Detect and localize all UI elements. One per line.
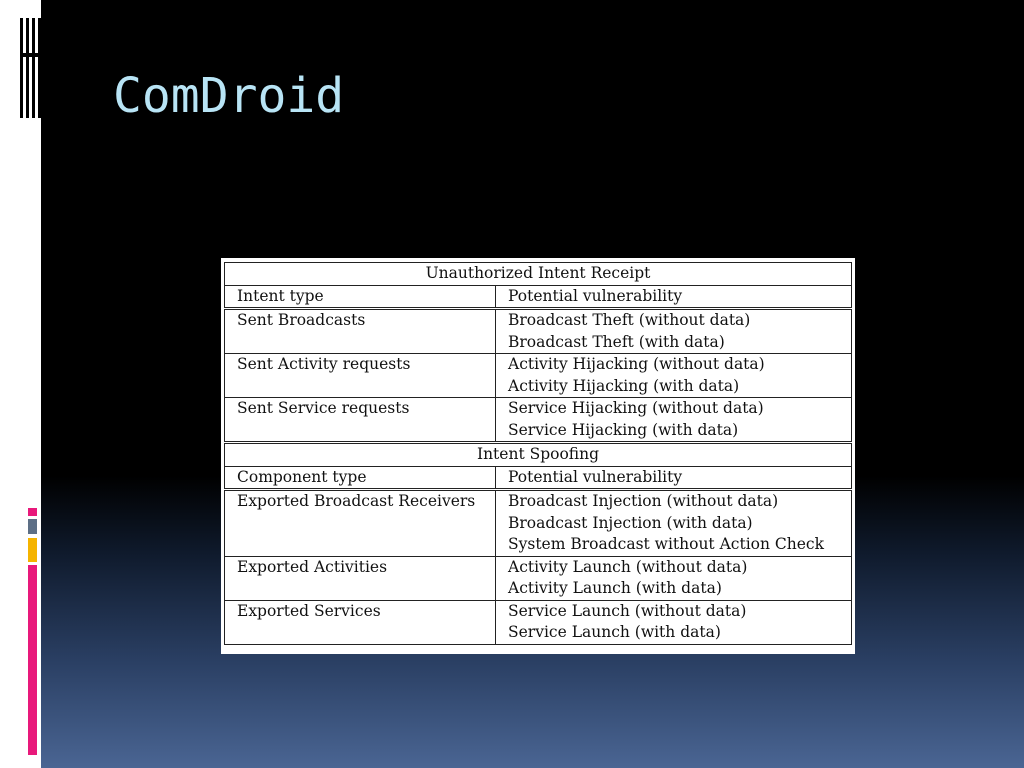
- table-header-row: [225, 466, 852, 490]
- vulnerability-table-image: [221, 258, 855, 654]
- vulnerability-line: Service Launch (with data): [508, 623, 721, 641]
- accent-bar-gray: [28, 519, 37, 534]
- table-row: [225, 556, 852, 600]
- row-type: Sent Broadcasts: [225, 309, 496, 354]
- column-header: Intent type: [225, 285, 496, 309]
- vulnerability-table: [224, 262, 852, 645]
- column-header: Potential vulnerability: [496, 466, 852, 490]
- row-vulnerabilities: [496, 398, 852, 443]
- row-vulnerabilities: [496, 354, 852, 398]
- section-heading-row: [225, 263, 852, 286]
- vulnerability-line: Broadcast Injection (with data): [508, 513, 753, 532]
- vulnerability-line: Service Hijacking (with data): [508, 420, 739, 439]
- row-vulnerabilities: [496, 600, 852, 644]
- vulnerability-line: Activity Hijacking (with data): [508, 376, 740, 395]
- table-row: [225, 354, 852, 398]
- table-row: [225, 600, 852, 644]
- vulnerability-line: Broadcast Theft (without data): [508, 311, 751, 329]
- section-heading-row: [225, 443, 852, 467]
- vulnerability-line: Activity Launch (without data): [508, 557, 748, 576]
- row-vulnerabilities: [496, 490, 852, 557]
- column-header: Component type: [225, 466, 496, 490]
- accent-bar-yellow: [28, 538, 37, 562]
- row-type: Exported Activities: [225, 556, 496, 600]
- vulnerability-line: Service Hijacking (without data): [508, 399, 764, 417]
- vulnerability-line: Broadcast Theft (with data): [508, 332, 725, 351]
- slide-title: ComDroid: [113, 68, 345, 124]
- section-heading: Unauthorized Intent Receipt: [225, 263, 852, 286]
- row-type: Exported Services: [225, 600, 496, 644]
- row-type: Sent Service requests: [225, 398, 496, 443]
- table-header-row: [225, 285, 852, 309]
- section-heading: Intent Spoofing: [225, 443, 852, 467]
- table-row: [225, 398, 852, 443]
- vulnerability-line: System Broadcast without Action Check: [508, 535, 824, 553]
- row-vulnerabilities: [496, 556, 852, 600]
- vulnerability-line: Service Launch (without data): [508, 601, 747, 620]
- vulnerability-line: Activity Hijacking (without data): [508, 355, 765, 373]
- row-type: Sent Activity requests: [225, 354, 496, 398]
- column-header: Potential vulnerability: [496, 285, 852, 309]
- vulnerability-line: Activity Launch (with data): [508, 579, 722, 597]
- table-row: [225, 490, 852, 557]
- accent-bar-pink-small: [28, 508, 37, 516]
- table-row: [225, 309, 852, 354]
- row-type: Exported Broadcast Receivers: [225, 490, 496, 557]
- row-vulnerabilities: [496, 309, 852, 354]
- decorative-lines-icon: [20, 18, 41, 118]
- accent-bar-pink-long: [28, 565, 37, 755]
- vulnerability-line: Broadcast Injection (without data): [508, 492, 779, 510]
